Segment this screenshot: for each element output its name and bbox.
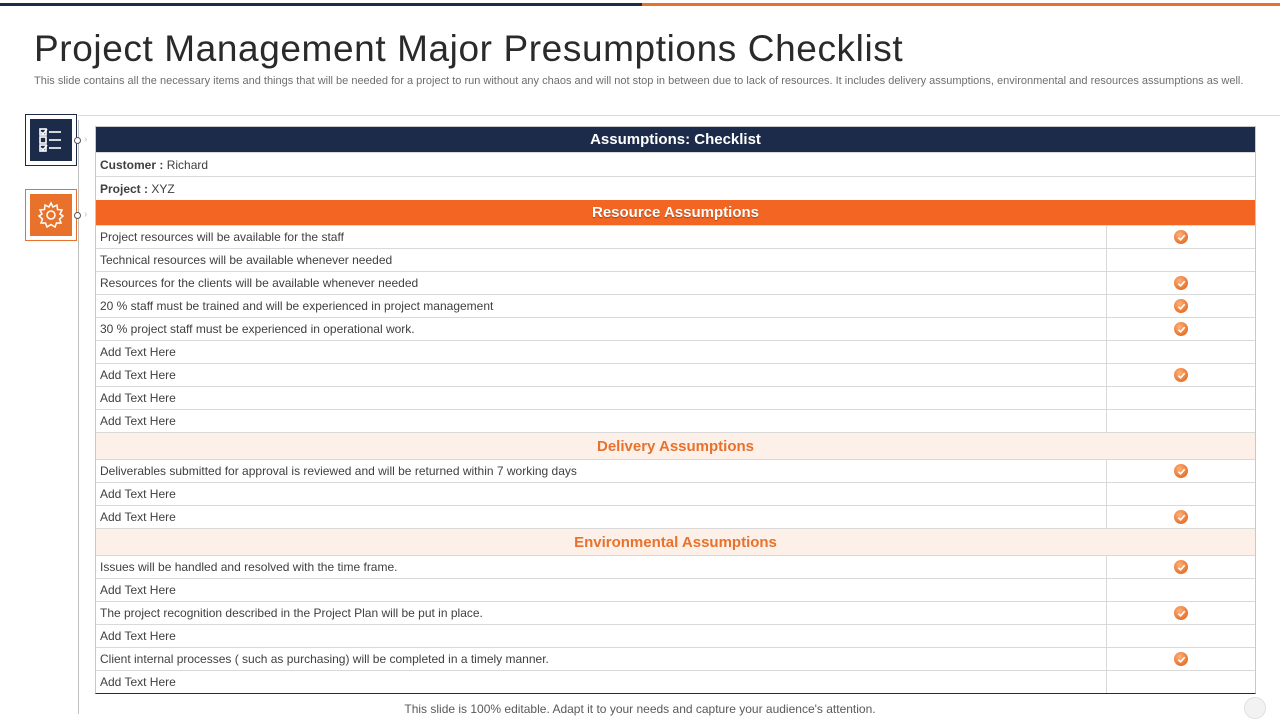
item-text: Add Text Here [96,483,1107,505]
table-row [96,317,1255,340]
customer-label: Customer : [100,157,164,172]
check-circle-icon [1174,652,1188,666]
assumptions-checklist-table [95,126,1256,694]
table-row [96,409,1255,432]
item-text: Add Text Here [96,410,1107,432]
check-cell [1107,341,1255,363]
check-cell [1107,579,1255,601]
item-text: 20 % staff must be trained and will be experienced in project management [96,295,1107,317]
item-text: Add Text Here [96,671,1107,693]
check-cell [1107,460,1255,482]
table-row [96,386,1255,409]
check-cell [1107,602,1255,624]
check-cell [1107,483,1255,505]
connector-dot [74,137,81,144]
customer-row [96,152,1255,176]
table-row [96,505,1255,528]
table-row [96,363,1255,386]
table-row [96,601,1255,624]
item-text: Project resources will be available for the staff [96,226,1107,248]
section-header: Resource Assumptions [96,200,1255,225]
item-text: Add Text Here [96,625,1107,647]
connector-dot [74,212,81,219]
item-text: 30 % project staff must be experienced in operational work. [96,318,1107,340]
top-accent-bar-navy [0,3,642,6]
check-cell [1107,410,1255,432]
chevron-right-icon: › [84,209,88,220]
table-row [96,225,1255,248]
check-circle-icon [1174,299,1188,313]
footer-note: This slide is 100% editable. Adapt it to your needs and capture your audience's attention. [404,702,876,716]
corner-circle [1244,697,1266,719]
table-row [96,555,1255,578]
check-cell [1107,671,1255,693]
check-circle-icon [1174,560,1188,574]
customer-value: Richard [166,157,209,172]
table-row [96,670,1255,693]
project-label: Project : [100,181,149,196]
sidebar-gear-button[interactable] [25,189,77,241]
table-row [96,482,1255,505]
table-row [96,271,1255,294]
item-text: Deliverables submitted for approval is reviewed and will be returned within 7 working days [96,460,1107,482]
item-text: Issues will be handled and resolved with the time frame. [96,556,1107,578]
header-divider [78,115,1280,116]
check-cell [1107,387,1255,409]
checklist-icon [38,127,64,153]
item-text: Add Text Here [96,364,1107,386]
check-cell [1107,272,1255,294]
table-row [96,647,1255,670]
sidebar-checklist-button[interactable] [25,114,77,166]
project-row [96,176,1255,200]
item-text: Add Text Here [96,579,1107,601]
table-row [96,340,1255,363]
table-row [96,248,1255,271]
item-text: Add Text Here [96,506,1107,528]
check-circle-icon [1174,606,1188,620]
check-cell [1107,506,1255,528]
project-value: XYZ [151,181,175,196]
section-header: Environmental Assumptions [96,528,1255,555]
table-row [96,294,1255,317]
check-cell [1107,249,1255,271]
top-accent-bar-orange [642,3,1280,6]
check-circle-icon [1174,276,1188,290]
table-row [96,459,1255,482]
item-text: Add Text Here [96,341,1107,363]
check-cell [1107,295,1255,317]
table-row [96,578,1255,601]
check-cell [1107,226,1255,248]
item-text: Add Text Here [96,387,1107,409]
item-text: Technical resources will be available whenever needed [96,249,1107,271]
table-row [96,624,1255,647]
check-circle-icon [1174,230,1188,244]
check-circle-icon [1174,368,1188,382]
check-cell [1107,648,1255,670]
table-header: Assumptions: Checklist [96,127,1255,152]
check-circle-icon [1174,322,1188,336]
item-text: Resources for the clients will be available whenever needed [96,272,1107,294]
gear-icon [37,201,65,229]
chevron-right-icon: › [84,134,88,145]
check-cell [1107,556,1255,578]
check-circle-icon [1174,510,1188,524]
item-text: The project recognition described in the Project Plan will be put in place. [96,602,1107,624]
page-title: Project Management Major Presumptions Checklist [34,28,904,69]
page-subtitle: This slide contains all the necessary items and things that will be needed for a project to run without any chaos and will not stop in between due to lack of resources. It includes delivery assumptions, environmental and resources assumptions as well. [34,75,1244,87]
check-cell [1107,364,1255,386]
sidebar-divider [78,120,79,714]
check-cell [1107,318,1255,340]
section-header: Delivery Assumptions [96,432,1255,459]
check-cell [1107,625,1255,647]
item-text: Client internal processes ( such as purchasing) will be completed in a timely manner. [96,648,1107,670]
check-circle-icon [1174,464,1188,478]
